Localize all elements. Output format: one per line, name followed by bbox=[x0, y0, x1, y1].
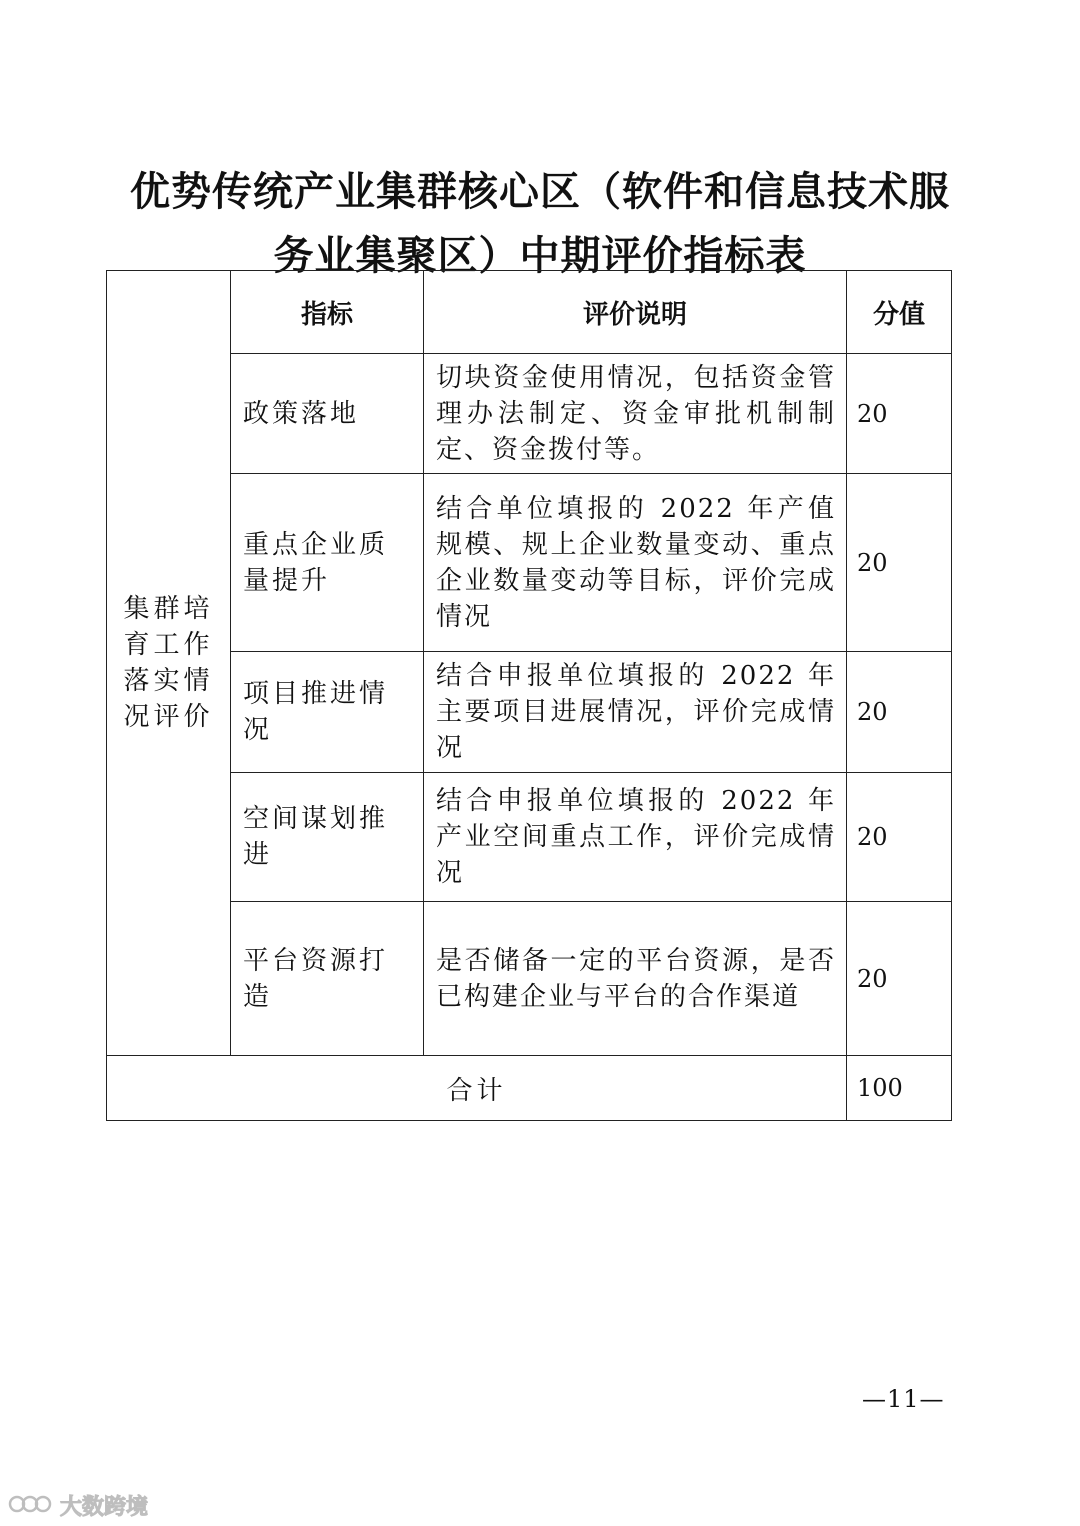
table-row bbox=[107, 354, 952, 474]
header-description: 评价说明 bbox=[424, 271, 847, 354]
table-row bbox=[107, 652, 952, 773]
logo-icon bbox=[8, 1491, 52, 1521]
score-cell: 20 bbox=[847, 652, 952, 773]
indicator-cell: 重点企业质量提升 bbox=[231, 474, 424, 652]
score-cell: 20 bbox=[847, 773, 952, 902]
indicator-cell: 项目推进情况 bbox=[231, 652, 424, 773]
watermark bbox=[8, 1490, 148, 1521]
description-cell: 是否储备一定的平台资源，是否已构建企业与平台的合作渠道 bbox=[424, 902, 847, 1056]
total-score: 100 bbox=[847, 1056, 952, 1121]
header-indicator: 指标 bbox=[231, 271, 424, 354]
title-line-2: 务业集聚区）中期评价指标表 bbox=[273, 233, 807, 279]
table-row bbox=[107, 474, 952, 652]
score-cell: 20 bbox=[847, 902, 952, 1056]
description-cell: 结合申报单位填报的 2022 年产业空间重点工作，评价完成情况 bbox=[424, 773, 847, 902]
title-line-1: 优势传统产业集群核心区（软件和信息技术服 bbox=[130, 169, 950, 215]
header-score: 分值 bbox=[847, 271, 952, 354]
total-label: 合计 bbox=[107, 1056, 847, 1121]
indicator-cell: 平台资源打造 bbox=[231, 902, 424, 1056]
description-cell: 切块资金使用情况，包括资金管理办法制定、资金审批机制制定、资金拨付等。 bbox=[424, 354, 847, 474]
page-number: —11— bbox=[862, 1385, 945, 1413]
score-cell: 20 bbox=[847, 474, 952, 652]
document-title bbox=[0, 160, 1080, 288]
indicator-cell: 政策落地 bbox=[231, 354, 424, 474]
evaluation-table bbox=[106, 270, 952, 1121]
indicator-cell: 空间谋划推进 bbox=[231, 773, 424, 902]
table-row bbox=[107, 902, 952, 1056]
total-row bbox=[107, 1056, 952, 1121]
score-cell: 20 bbox=[847, 354, 952, 474]
table-header-row bbox=[107, 271, 952, 354]
description-cell: 结合单位填报的 2022 年产值规模、规上企业数量变动、重点企业数量变动等目标，评价完成情况 bbox=[424, 474, 847, 652]
category-cell: 集群培育工作落实情况评价 bbox=[107, 271, 231, 1056]
watermark-text: 大数跨境 bbox=[60, 1495, 149, 1520]
description-cell: 结合申报单位填报的 2022 年主要项目进展情况，评价完成情况 bbox=[424, 652, 847, 773]
table-row bbox=[107, 773, 952, 902]
